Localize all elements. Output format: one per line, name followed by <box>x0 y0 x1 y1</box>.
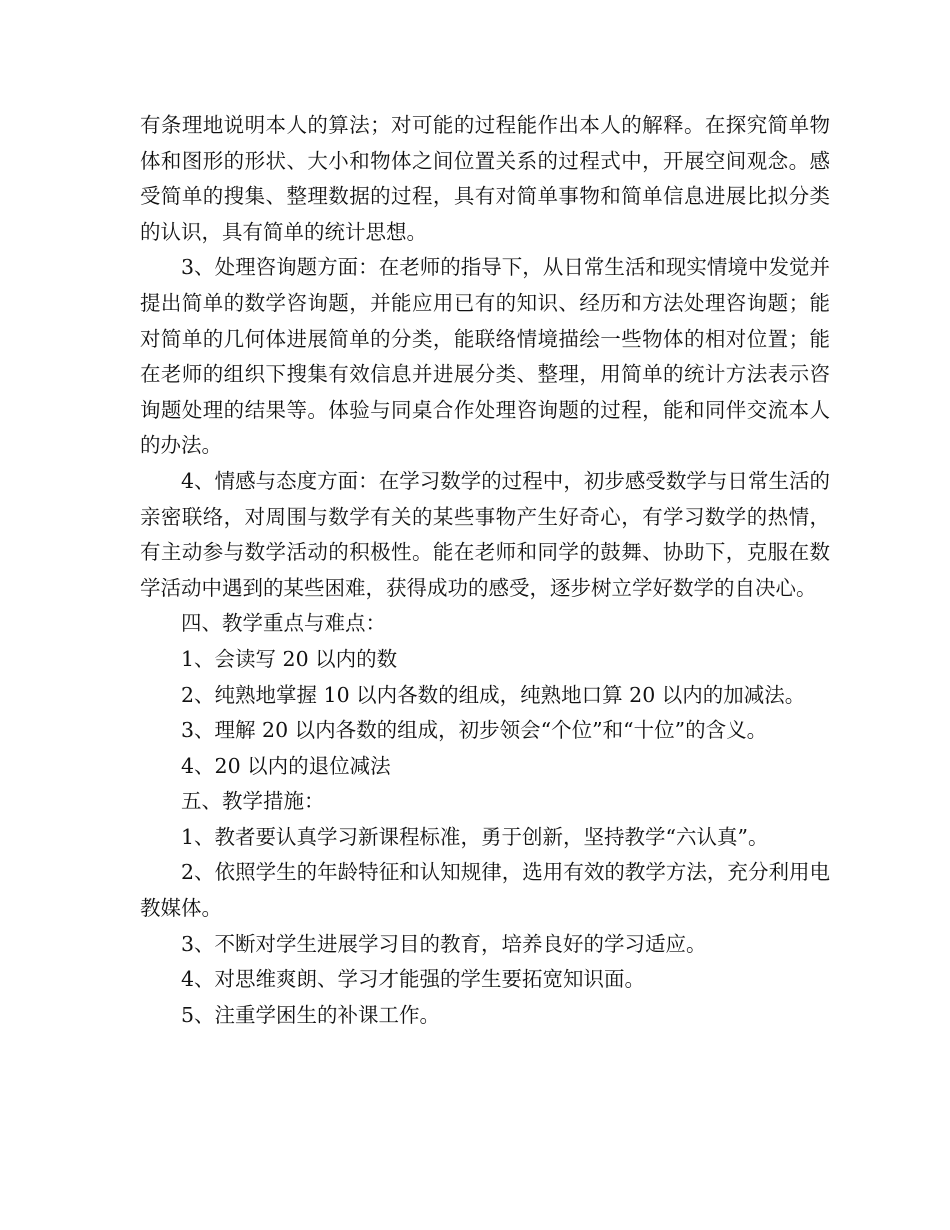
section-heading-key-points: 四、教学重点与难点： <box>181 611 386 636</box>
list-item-measure-4: 4、对思维爽朗、学习才能强的学生要拓宽知识面。 <box>181 967 646 992</box>
paragraph-math-thinking: 有条理地说明本人的算法；对可能的过程能作出本人的解释。在探究简单物体和图形的形状、大小和物体之间位置关系的过程式中，开展空间观念。感受简单的搜集、整理数据的过程，具有对简单事物和简单信息进展比拟分类的认识，具有简单的统计思想。 <box>140 113 830 244</box>
list-item-measure-3: 3、不断对学生进展学习目的教育，培养良好的学习适应。 <box>181 931 707 956</box>
list-item-key-point-3: 3、理解 20 以内各数的组成，初步领会“个位”和“十位”的含义。 <box>181 718 768 743</box>
section-heading-measures: 五、教学措施： <box>181 789 325 814</box>
list-item-measure-1: 1、教者要认真学习新课程标准，勇于创新，坚持教学“六认真”。 <box>181 824 769 849</box>
list-item-key-point-4: 4、20 以内的退位减法 <box>181 753 391 778</box>
paragraph-problem-solving: 3、处理咨询题方面：在老师的指导下，从日常生活和现实情境中发觉并提出简单的数学咨询题，并能应用已有的知识、经历和方法处理咨询题；能对简单的几何体进展简单的分类，能联络情境描绘一些物体的相对位置；能在老师的组织下搜集有效信息并进展分类、整理，用简单的统计方法表示咨询题处理的结果等。体验与同桌合作处理咨询题的过程，能和同伴交流本人的办法。 <box>140 255 830 458</box>
document-body <box>140 108 830 1033</box>
paragraph-emotion-attitude: 4、情感与态度方面：在学习数学的过程中，初步感受数学与日常生活的亲密联络，对周围与数学有关的某些事物产生好奇心，有学习数学的热情，有主动参与数学活动的积极性。能在老师和同学的鼓舞、协助下，克服在数学活动中遇到的某些困难，获得成功的感受，逐步树立学好数学的自决心。 <box>140 468 830 600</box>
list-item-measure-2: 2、依照学生的年龄特征和认知规律，选用有效的教学方法，充分利用电教媒体。 <box>140 860 830 921</box>
list-item-measure-5: 5、注重学困生的补课工作。 <box>181 1002 441 1027</box>
list-item-key-point-1: 1、会读写 20 以内的数 <box>181 646 398 671</box>
list-item-key-point-2: 2、纯熟地掌握 10 以内各数的组成，纯熟地口算 20 以内的加减法。 <box>181 682 806 707</box>
